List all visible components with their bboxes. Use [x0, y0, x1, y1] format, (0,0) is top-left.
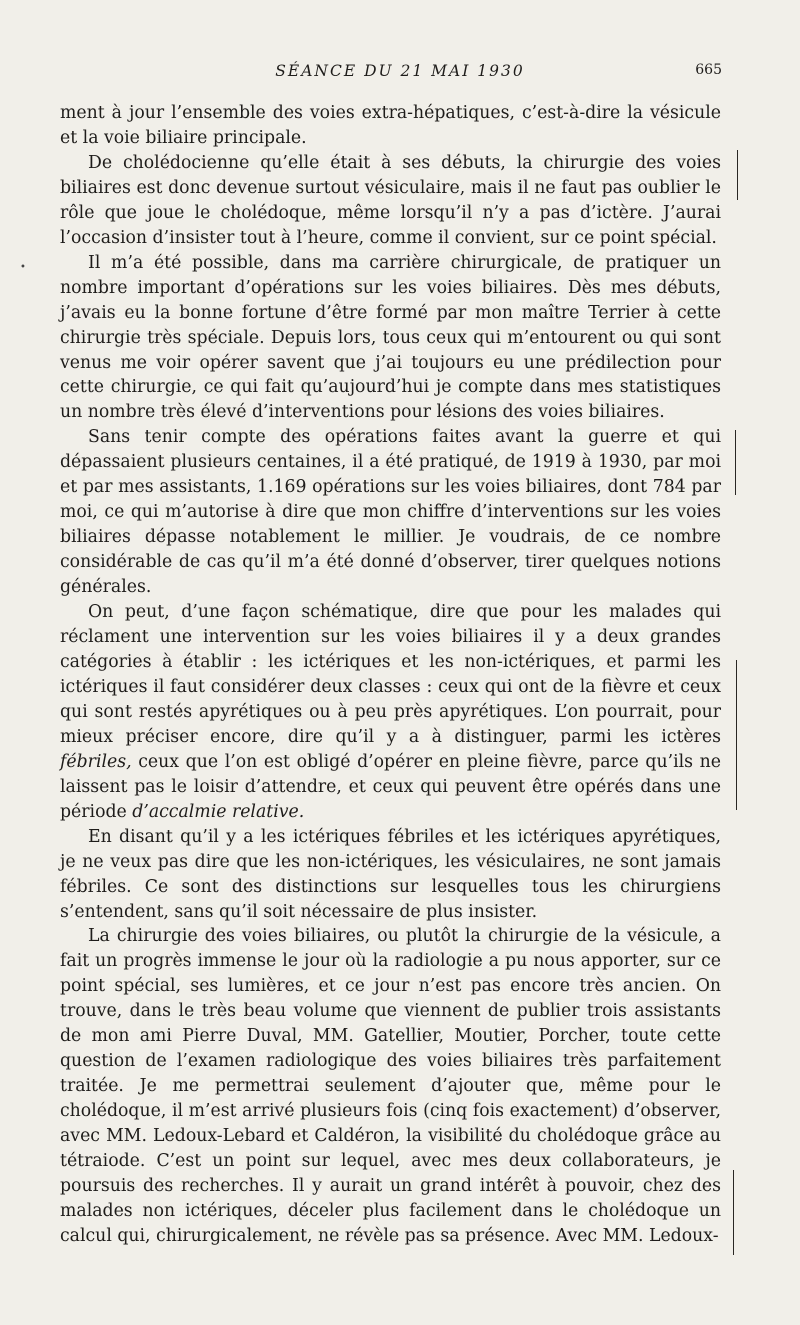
- page-number: 665: [695, 62, 722, 78]
- page-header: [0, 62, 800, 84]
- margin-dot: •: [20, 262, 26, 273]
- paragraph-6: En disant qu’il y a les ictériques fébriles et les ictériques apyrétiques, je ne veux pas dire que les non-ictériques, les vésiculaires, ne sont jamais fébriles. Ce sont des distinctions sur lesquelles tous les chirurgiens s’entendent, sans qu’il soit nécessaire de plus insister.: [60, 826, 721, 922]
- paragraph-4: Sans tenir compte des opérations faites avant la guerre et qui dépassaient plusieurs centaines, il a été pratiqué, de 1919 à 1930, par moi et par mes assistants, 1.169 opérations sur les voies biliaires, dont 784 par moi, ce qui m’autorise à dire que mon chiffre d’interventions sur les voies biliaires dépasse notablement le millier. Je voudrais, de ce nombre considérable de cas qu’il m’a été donné d’observer, tirer quelques notions générales.: [60, 427, 721, 598]
- paragraph-5-part-b: ceux que l’on est obligé d’opérer en pleine fièvre, parce qu’ils ne laissent pas le loisir d’attendre, et ceux qui peuvent être opérés dans une période: [60, 751, 721, 822]
- paragraph-2: De cholédocienne qu’elle était à ses débuts, la chirurgie des voies biliaires est donc devenue surtout vésiculaire, mais il ne faut pas oublier le rôle que joue le cholédoque, même lorsqu’il n’y a pas d’ictère. J’aurai l’occasion d’insister tout à l’heure, comme il convient, sur ce point spécial.: [60, 152, 721, 248]
- margin-bar-1: [737, 150, 738, 200]
- paragraph-5-italic-a: fébriles,: [60, 751, 132, 772]
- body-text: [60, 101, 721, 1249]
- margin-bar-2: [735, 430, 736, 495]
- paragraph-3: Il m’a été possible, dans ma carrière chirurgicale, de pratiquer un nombre important d’opérations sur les voies biliaires. Dès mes débuts, j’avais eu la bonne fortune d’être formé par mon maître Terrier à cette chirurgie très spéciale. Depuis lors, tous ceux qui m’entourent ou qui sont venus me voir opérer savent que j’ai toujours eu une prédilection pour cette chirurgie, ce qui fait qu’aujourd’hui je compte dans mes statistiques un nombre très élevé d’interventions pour lésions des voies biliaires.: [60, 252, 721, 423]
- margin-bar-3: [736, 660, 737, 810]
- margin-bar-4: [733, 1170, 734, 1255]
- paragraph-5-part-a: On peut, d’une façon schématique, dire que pour les malades qui réclament une intervention sur les voies biliaires il y a deux grandes catégories à établir : les ictériques et les non-ictériques, et parmi les ictériques il faut considérer deux classes : ceux qui ont de la fièvre et ceux qui sont restés apyrétiques ou à peu près apyrétiques. L’on pourrait, pour mieux préciser encore, dire qu’il y a à distinguer, parmi les ictères: [60, 602, 721, 747]
- paragraph-5: [60, 600, 721, 825]
- paragraph-1: ment à jour l’ensemble des voies extra-hépatiques, c’est-à-dire la vésicule et la voie biliaire principale.: [60, 103, 721, 148]
- paragraph-7: La chirurgie des voies biliaires, ou plutôt la chirurgie de la vésicule, a fait un progrès immense le jour où la radiologie a pu nous apporter, sur ce point spécial, ses lumières, et ce jour n’est pas encore très ancien. On trouve, dans le très beau volume que viennent de publier trois assistants de mon ami Pierre Duval, MM. Gatellier, Moutier, Porcher, toute cette question de l’examen radiologique des voies biliaires très parfaitement traitée. Je me permettrai seulement d’ajouter que, même pour le cholédoque, il m’est arrivé plusieurs fois (cinq fois exactement) d’observer, avec MM. Ledoux-Lebard et Caldéron, la visibilité du cholédoque grâce au tétraiode. C’est un point sur lequel, avec mes deux collaborateurs, je poursuis des recherches. Il y aurait un grand intérêt à pouvoir, chez des malades non ictériques, déceler plus facilement dans le cholédoque un calcul qui, chirurgicalement, ne révèle pas sa présence. Avec MM. Ledoux-: [60, 926, 721, 1246]
- paragraph-5-italic-b: d’accalmie relative.: [132, 801, 305, 822]
- running-title: SÉANCE DU 21 MAI 1930: [275, 62, 525, 80]
